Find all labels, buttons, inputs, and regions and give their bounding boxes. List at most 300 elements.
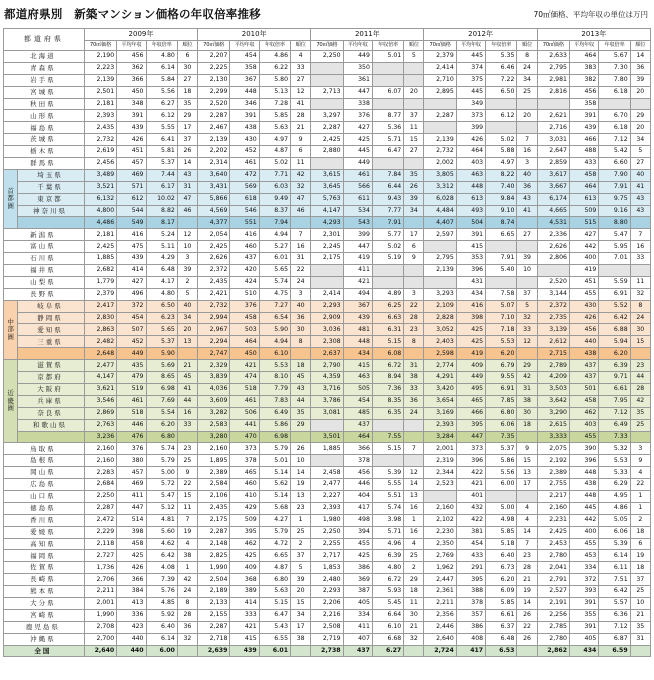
price-70sqm-cell [311,74,343,86]
income-ratio-cell [599,265,630,277]
rank-cell: 27 [291,74,311,86]
price-70sqm-cell: 2,716 [537,122,569,134]
avg-income-cell: 404 [343,490,372,502]
income-ratio-cell: 7.94 [259,217,290,229]
rank-cell: 23 [404,324,424,336]
income-ratio-cell: 4.62 [146,538,177,550]
avg-income-cell: 437 [343,645,372,657]
avg-income-cell: 462 [230,538,259,550]
avg-income-cell: 455 [570,538,599,550]
avg-income-cell: 442 [570,514,599,526]
rank-cell [517,217,537,229]
rank-cell: 39 [404,193,424,205]
rank-cell: 44 [630,372,650,384]
avg-income-cell: 493 [456,205,485,217]
avg-income-cell: 456 [570,324,599,336]
avg-income-cell: 376 [230,300,259,312]
avg-income-cell: 358 [570,98,599,110]
income-ratio-cell [486,276,517,288]
price-70sqm-cell: 2,633 [537,51,569,63]
avg-income-cell: 384 [117,586,146,598]
income-ratio-cell: 6.01 [259,645,290,657]
income-ratio-cell: 7.91 [599,181,630,193]
rank-cell: 2 [291,538,311,550]
price-70sqm-cell: 3,293 [424,288,456,300]
table-row [4,395,651,407]
income-ratio-cell: 7.90 [599,169,630,181]
price-70sqm-cell: 2,211 [424,597,456,609]
rank-cell: 5 [291,562,311,574]
rank-cell: 36 [517,181,537,193]
price-70sqm-cell: 2,211 [84,586,116,598]
avg-income-cell: 437 [230,253,259,265]
income-ratio-cell: 6.68 [372,633,403,645]
table-row [4,502,651,514]
prefecture-name: 全国 [4,645,85,657]
subcolumn-header: 年収倍率 [146,41,177,51]
price-70sqm-cell: 2,981 [537,74,569,86]
income-ratio-cell: 7.39 [146,574,177,586]
avg-income-cell: 440 [117,645,146,657]
rank-cell: 35 [177,98,197,110]
price-70sqm-cell: 4,291 [424,372,456,384]
rank-cell [517,276,537,288]
income-ratio-cell: 8.22 [486,169,517,181]
income-ratio-cell: 4.97 [486,158,517,170]
avg-income-cell: 439 [230,645,259,657]
avg-income-cell: 447 [343,241,372,253]
income-ratio-cell: 5.43 [259,621,290,633]
prefecture-name: 石川県 [4,253,85,265]
rank-cell: 23 [291,502,311,514]
table-row [4,86,651,98]
price-70sqm-cell [311,419,343,431]
avg-income-cell: 455 [343,538,372,550]
subcolumn-header: 70㎡価格 [424,41,456,51]
rank-cell [517,490,537,502]
price-70sqm-cell: 2,189 [198,586,230,598]
price-70sqm-cell: 2,160 [84,443,116,455]
rank-cell: 47 [177,193,197,205]
avg-income-cell: 613 [570,193,599,205]
rank-cell: 13 [291,490,311,502]
price-70sqm-cell: 3,716 [311,383,343,395]
price-70sqm-cell: 2,175 [311,253,343,265]
rank-cell: 31 [404,360,424,372]
income-ratio-cell: 4.87 [259,146,290,158]
avg-income-cell: 456 [117,51,146,63]
avg-income-cell: 551 [230,217,259,229]
rank-cell [517,241,537,253]
price-70sqm-cell [424,98,456,110]
price-70sqm-cell: 2,501 [84,86,116,98]
avg-income-cell: 441 [230,419,259,431]
rank-cell: 8 [630,300,650,312]
rank-cell: 25 [517,86,537,98]
table-row [4,574,651,586]
avg-income-cell: 447 [117,502,146,514]
prefecture-name: 岐阜県 [18,300,85,312]
rank-cell: 15 [177,490,197,502]
price-70sqm-cell: 2,245 [311,241,343,253]
avg-income-cell: 507 [117,324,146,336]
rank-cell: 37 [517,288,537,300]
avg-income-cell: 362 [117,62,146,74]
price-70sqm-cell: 1,779 [84,276,116,288]
income-ratio-cell: 6.06 [486,419,517,431]
rank-cell: 11 [630,276,650,288]
income-ratio-cell: 5.01 [372,51,403,63]
avg-income-cell: 396 [456,455,485,467]
price-70sqm-cell: 2,299 [198,86,230,98]
avg-income-cell: 472 [230,169,259,181]
rank-cell: 38 [517,395,537,407]
avg-income-cell: 336 [117,609,146,621]
rank-cell: 8 [404,336,424,348]
price-70sqm-cell: 2,287 [84,502,116,514]
rank-cell: 14 [517,526,537,538]
avg-income-cell: 417 [456,645,485,657]
income-ratio-cell: 6.14 [599,550,630,562]
income-ratio-cell: 6.42 [146,550,177,562]
price-70sqm-cell: 2,967 [198,324,230,336]
price-70sqm-cell: 3,284 [424,431,456,443]
income-ratio-cell: 8.17 [146,217,177,229]
price-70sqm-cell: 2,619 [84,146,116,158]
price-70sqm-cell: 2,816 [537,86,569,98]
avg-income-cell: 464 [570,51,599,63]
price-70sqm-cell: 2,160 [198,443,230,455]
price-70sqm-cell: 2,283 [84,467,116,479]
avg-income-cell: 394 [343,526,372,538]
subcolumn-header: 順位 [517,41,537,51]
price-70sqm-cell: 2,255 [311,538,343,550]
rank-cell: 31 [177,181,197,193]
price-70sqm-cell: 2,054 [198,229,230,241]
price-70sqm-cell: 2,148 [198,538,230,550]
income-ratio-cell: 6.80 [486,407,517,419]
price-70sqm-cell: 2,425 [198,241,230,253]
avg-income-cell: 424 [230,276,259,288]
table-row [4,51,651,63]
rank-cell: 24 [177,586,197,598]
avg-income-cell: 448 [570,467,599,479]
region-label: 首都圏 [4,169,18,228]
price-70sqm-cell: 1,895 [198,455,230,467]
prefecture-name: 千葉県 [18,181,85,193]
rank-cell: 3 [291,288,311,300]
subcolumn-header: 70㎡価格 [311,41,343,51]
price-70sqm-cell: 2,301 [311,229,343,241]
price-70sqm-cell: 2,393 [84,110,116,122]
price-70sqm-cell: 2,308 [311,336,343,348]
income-ratio-cell [372,98,403,110]
income-ratio-cell [486,241,517,253]
price-70sqm-cell: 2,504 [198,574,230,586]
prefecture-name: 大分県 [4,597,85,609]
rank-cell: 28 [177,609,197,621]
price-70sqm-cell: 2,190 [84,51,116,63]
rank-cell: 2 [404,562,424,574]
avg-income-cell: 457 [117,467,146,479]
avg-income-cell: 445 [456,86,485,98]
income-ratio-cell: 8.65 [146,372,177,384]
price-70sqm-cell: 2,710 [424,74,456,86]
rank-cell: 30 [177,62,197,74]
price-70sqm-cell [424,122,456,134]
avg-income-cell: 414 [117,265,146,277]
income-ratio-cell: 3.98 [372,514,403,526]
rank-cell: 21 [404,621,424,633]
avg-income-cell: 488 [570,146,599,158]
price-70sqm-cell: 2,287 [311,122,343,134]
income-ratio-cell: 7.55 [372,431,403,443]
price-70sqm-cell: 2,287 [198,110,230,122]
income-ratio-cell: 7.12 [599,134,630,146]
rank-cell: 21 [291,122,311,134]
rank-cell [177,645,197,657]
avg-income-cell: 426 [456,134,485,146]
income-ratio-cell: 5.74 [146,443,177,455]
table-row [4,300,651,312]
price-70sqm-cell: 2,480 [311,574,343,586]
rank-cell: 3 [404,288,424,300]
price-70sqm-cell: 2,863 [84,324,116,336]
avg-income-cell: 452 [230,146,259,158]
income-ratio-cell: 6.48 [486,633,517,645]
price-70sqm-cell: 3,489 [84,169,116,181]
avg-income-cell: 518 [230,383,259,395]
avg-income-cell: 389 [230,586,259,598]
income-ratio-cell: 5.07 [486,300,517,312]
avg-income-cell: 461 [117,395,146,407]
rank-cell: 41 [177,383,197,395]
price-70sqm-cell: 2,909 [311,312,343,324]
price-70sqm-cell: 2,719 [311,633,343,645]
rank-cell: 19 [630,550,650,562]
rank-cell: 18 [177,86,197,98]
income-ratio-cell: 5.02 [486,134,517,146]
income-ratio-cell: 6.41 [146,134,177,146]
rank-cell: 32 [630,288,650,300]
price-70sqm-cell: 3,805 [424,169,456,181]
prefecture-name: 栃木県 [4,146,85,158]
avg-income-cell: 369 [343,574,372,586]
income-ratio-cell: 7.77 [372,205,403,217]
avg-income-cell: 415 [456,241,485,253]
table-row [4,324,651,336]
income-ratio-cell: 5.33 [599,467,630,479]
income-ratio-cell: 7.40 [486,181,517,193]
avg-income-cell: 376 [117,443,146,455]
income-ratio-cell: 5.63 [259,586,290,598]
rank-cell: 38 [291,633,311,645]
income-ratio-cell: 6.10 [259,348,290,360]
rank-cell: 15 [517,455,537,467]
avg-income-cell: 503 [230,324,259,336]
avg-income-cell: 463 [343,372,372,384]
rank-cell [630,348,650,360]
avg-income-cell: 571 [117,181,146,193]
price-70sqm-cell: 2,417 [84,300,116,312]
price-70sqm-cell: 2,319 [424,455,456,467]
price-70sqm-cell: 3,333 [537,431,569,443]
rank-cell [630,98,650,110]
price-70sqm-cell: 4,531 [537,217,569,229]
prefecture-name [18,431,85,443]
rank-cell: 47 [291,193,311,205]
rank-cell: 17 [517,479,537,491]
income-ratio-cell: 5.57 [599,597,630,609]
income-ratio-cell: 6.42 [599,312,630,324]
avg-income-cell: 452 [117,336,146,348]
rank-cell: 30 [404,609,424,621]
avg-income-cell: 421 [343,276,372,288]
price-70sqm-cell: 3,501 [311,431,343,443]
prefecture-name: 三重県 [18,336,85,348]
price-70sqm-cell: 3,546 [84,395,116,407]
avg-income-cell: 378 [230,455,259,467]
price-70sqm-cell: 4,484 [424,205,456,217]
avg-income-cell: 391 [570,621,599,633]
subcolumn-header: 平均年収 [456,41,485,51]
income-ratio-cell: 5.85 [486,597,517,609]
rank-cell [630,217,650,229]
avg-income-cell: 460 [230,479,259,491]
income-ratio-cell: 6.03 [259,181,290,193]
table-row [4,383,651,395]
price-70sqm-cell: 2,639 [198,645,230,657]
subcolumn-header: 年収倍率 [259,41,290,51]
price-70sqm-cell: 2,403 [424,336,456,348]
income-ratio-cell: 7.10 [486,312,517,324]
rank-cell: 36 [404,395,424,407]
income-ratio-cell: 7.83 [259,395,290,407]
rank-cell: 27 [630,158,650,170]
income-ratio-cell: 6.59 [599,645,630,657]
rank-cell: 21 [630,609,650,621]
rank-cell [404,74,424,86]
income-ratio-cell: 5.32 [599,443,630,455]
avg-income-cell: 391 [117,110,146,122]
rank-cell [177,431,197,443]
avg-income-cell: 485 [343,407,372,419]
income-ratio-cell: 5.27 [259,241,290,253]
income-ratio-cell: 4.29 [146,253,177,265]
rank-cell: 19 [517,586,537,598]
price-70sqm-cell: 2,139 [84,74,116,86]
prefecture-name: 福井県 [4,265,85,277]
avg-income-cell: 291 [456,562,485,574]
price-70sqm-cell [311,265,343,277]
avg-income-cell: 454 [456,538,485,550]
rank-cell: 16 [517,146,537,158]
avg-income-cell: 455 [570,288,599,300]
income-ratio-cell: 5.71 [372,526,403,538]
rank-cell: 35 [630,621,650,633]
rank-cell: 20 [404,86,424,98]
rank-cell: 8 [291,336,311,348]
rank-cell: 44 [291,395,311,407]
income-ratio-cell: 6.91 [599,288,630,300]
income-ratio-cell: 5.01 [259,455,290,467]
rank-cell [291,217,311,229]
rank-cell: 44 [177,395,197,407]
income-ratio-cell: 5.72 [146,479,177,491]
price-70sqm-cell [424,276,456,288]
avg-income-cell: 398 [117,526,146,538]
price-70sqm-cell: 2,621 [537,110,569,122]
price-70sqm-cell: 2,287 [198,526,230,538]
avg-income-cell: 439 [117,122,146,134]
price-70sqm-cell: 2,139 [198,134,230,146]
income-ratio-cell: 6.72 [372,360,403,372]
price-70sqm-cell: 3,609 [198,395,230,407]
rank-cell: 22 [177,479,197,491]
income-ratio-cell: 6.00 [486,479,517,491]
income-ratio-cell: 5.56 [486,467,517,479]
avg-income-cell: 519 [117,383,146,395]
income-ratio-cell: 6.87 [599,633,630,645]
avg-income-cell: 334 [570,562,599,574]
rank-cell [630,265,650,277]
rank-cell: 34 [291,609,311,621]
rank-cell: 17 [291,621,311,633]
avg-income-cell: 425 [230,550,259,562]
income-ratio-cell: 6.70 [599,110,630,122]
income-ratio-cell: 5.90 [259,324,290,336]
rank-cell: 39 [517,253,537,265]
table-row [4,490,651,502]
avg-income-cell: 454 [117,312,146,324]
prefecture-name: 岡山県 [4,467,85,479]
income-ratio-cell: 5.47 [599,229,630,241]
price-70sqm-cell: 3,297 [311,110,343,122]
rank-cell [404,455,424,467]
price-70sqm-cell: 2,425 [537,526,569,538]
price-70sqm-cell: 2,458 [311,467,343,479]
avg-income-cell: 465 [230,467,259,479]
price-70sqm-cell: 2,231 [537,514,569,526]
avg-income-cell: 378 [456,597,485,609]
income-ratio-cell: 7.69 [146,395,177,407]
income-ratio-cell: 7.36 [372,383,403,395]
rank-cell: 25 [177,455,197,467]
income-ratio-cell: 6.39 [372,550,403,562]
rank-cell: 6 [404,241,424,253]
rank-cell: 23 [517,550,537,562]
income-ratio-cell: 7.01 [599,253,630,265]
table-row [4,550,651,562]
income-ratio-cell: 6.49 [259,407,290,419]
price-70sqm-cell: 2,785 [537,621,569,633]
price-70sqm-cell: 2,755 [537,479,569,491]
income-ratio-cell: 5.60 [146,526,177,538]
avg-income-cell: 425 [456,324,485,336]
price-70sqm-cell: 2,344 [424,467,456,479]
income-ratio-cell: 4.75 [259,288,290,300]
rank-cell: 20 [630,122,650,134]
rank-cell: 42 [177,574,197,586]
rank-cell: 5 [177,288,197,300]
rank-cell: 22 [404,300,424,312]
income-ratio-cell: 6.61 [486,609,517,621]
income-ratio-cell: 5.77 [372,229,403,241]
price-70sqm-cell: 2,001 [424,443,456,455]
rank-cell: 29 [404,574,424,586]
income-ratio-cell: 6.44 [372,181,403,193]
rank-cell: 31 [517,383,537,395]
